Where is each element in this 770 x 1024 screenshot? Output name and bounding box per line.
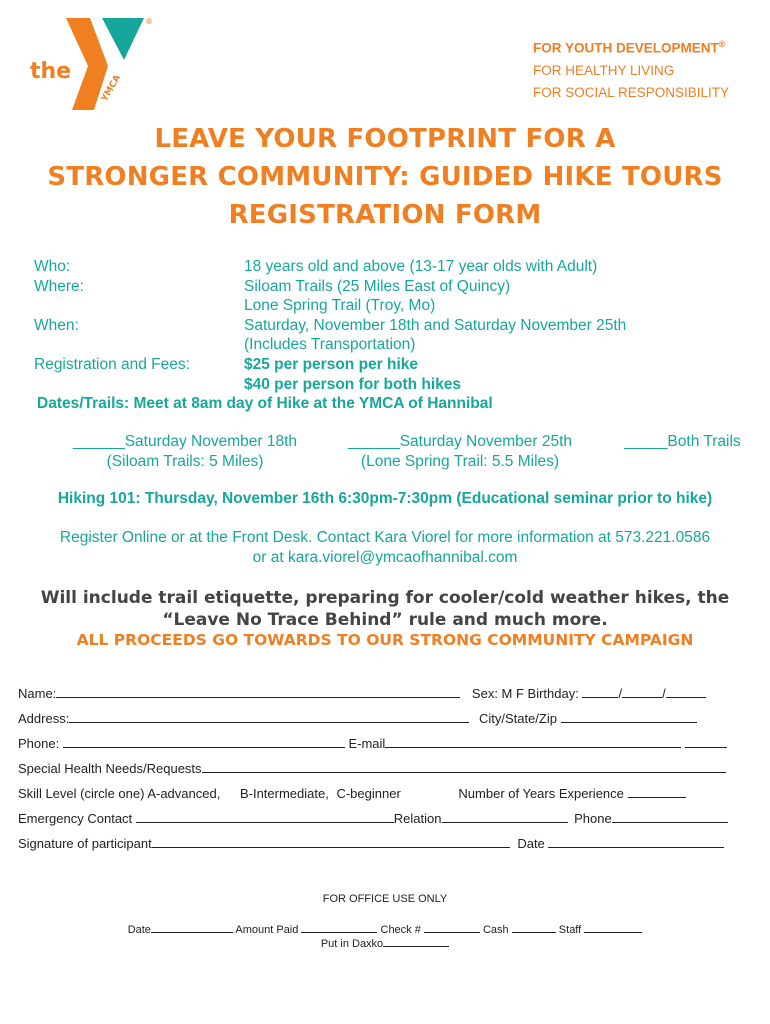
fees-value-1: $25 per person per hike <box>244 355 419 373</box>
fees-value-2: $40 per person for both hikes <box>244 375 462 393</box>
birthday-month-field[interactable] <box>582 685 618 698</box>
skill-c[interactable]: C-beginner <box>336 786 401 801</box>
birthday-day-field[interactable] <box>622 685 662 698</box>
option-nov-18-line-2: (Siloam Trails: 5 Miles) <box>106 452 264 470</box>
who-value: 18 years old and above (13-17 year olds with Adult) <box>244 258 598 275</box>
office-check-field[interactable] <box>424 922 480 933</box>
office-amount-label: Amount Paid <box>235 924 299 936</box>
daxko-row <box>0 936 770 950</box>
office-cash-field[interactable] <box>512 922 556 933</box>
option-nov-25 <box>330 432 590 471</box>
tagline-line-2: FOR HEALTHY LIVING <box>532 62 675 78</box>
when-label: When: <box>34 316 79 334</box>
name-field[interactable] <box>56 685 460 698</box>
title-line-3: REGISTRATION FORM <box>228 200 542 230</box>
when-value-1: Saturday, November 18th and Saturday November 25th <box>244 316 627 334</box>
email-label: E-mail <box>348 736 386 751</box>
email-field-extra[interactable] <box>685 735 727 748</box>
register-info <box>0 528 770 567</box>
date-field[interactable] <box>548 835 724 848</box>
proceeds-note: ALL PROCEEDS GO TOWARDS TO OUR STRONG COMMUNITY CAMPAIGN <box>76 631 694 649</box>
where-label: Where: <box>34 277 84 295</box>
when-value-2: (Includes Transportation) <box>244 336 416 354</box>
office-amount-field[interactable] <box>301 922 377 933</box>
birthday-slash-2: / <box>662 686 666 701</box>
city-field[interactable] <box>561 710 697 723</box>
health-label: Special Health Needs/Requests <box>18 761 202 776</box>
address-label: Address: <box>18 711 70 726</box>
email-field[interactable] <box>385 735 681 748</box>
address-field[interactable] <box>69 710 469 723</box>
sex-birthday-label: Sex: M F Birthday: <box>471 686 579 701</box>
option-both-line-1: _____Both Trails <box>624 433 741 450</box>
signature-label: Signature of participant <box>18 836 152 851</box>
hiking-101: Hiking 101: Thursday, November 16th 6:30pm-7:30pm (Educational seminar prior to hike) <box>57 490 713 507</box>
years-field[interactable] <box>628 785 686 798</box>
tagline-line-3: FOR SOCIAL RESPONSIBILITY <box>532 84 729 100</box>
ymca-y-icon <box>28 14 158 114</box>
ymca-logo <box>28 14 158 114</box>
date-label: Date <box>517 836 545 851</box>
relation-label: Relation <box>393 811 442 826</box>
register-line-1: Register Online or at the Front Desk. Contact Kara Viorel for more information at 573.221.0586 <box>59 529 711 546</box>
name-label: Name: <box>18 686 57 701</box>
city-label: City/State/Zip <box>478 711 557 726</box>
will-include-line-1: Will include trail etiquette, preparing for cooler/cold weather hikes, the <box>40 588 730 608</box>
skill-row <box>18 785 686 801</box>
daxko-label: Put in Daxko <box>320 938 384 950</box>
tagline-mark: ® <box>718 39 726 49</box>
relation-field[interactable] <box>442 810 568 823</box>
svg-text:YMCA: YMCA <box>99 73 124 104</box>
option-nov-18 <box>60 432 310 471</box>
emergency-label: Emergency Contact <box>18 811 133 826</box>
will-include <box>0 587 770 631</box>
fees-label: Registration and Fees: <box>34 355 190 373</box>
skill-b[interactable]: B-Intermediate, <box>239 786 329 801</box>
phone-row <box>18 735 727 751</box>
years-label: Number of Years Experience <box>458 786 624 801</box>
birthday-year-field[interactable] <box>666 685 706 698</box>
office-staff-label: Staff <box>558 924 582 936</box>
office-row <box>0 922 770 936</box>
office-date-field[interactable] <box>151 922 233 933</box>
option-both <box>615 432 750 452</box>
signature-row <box>18 835 724 851</box>
event-info <box>34 257 734 414</box>
where-value-1: Siloam Trails (25 Miles East of Quincy) <box>244 277 511 295</box>
where-value-2: Lone Spring Trail (Troy, Mo) <box>244 297 436 315</box>
tagline <box>533 33 729 104</box>
office-cash-label: Cash <box>482 924 509 936</box>
will-include-line-2: “Leave No Trace Behind” rule and much more. <box>162 610 608 630</box>
title-line-1: LEAVE YOUR FOOTPRINT FOR A <box>154 124 616 154</box>
office-staff-field[interactable] <box>584 922 642 933</box>
office-check-label: Check # <box>380 924 421 936</box>
phone-label: Phone: <box>18 736 60 751</box>
title-line-2: STRONGER COMMUNITY: GUIDED HIKE TOURS <box>47 162 723 192</box>
tagline-line-1: FOR YOUTH DEVELOPMENT <box>532 40 719 56</box>
emergency-row <box>18 810 728 826</box>
health-field[interactable] <box>202 760 726 773</box>
dates-trails: Dates/Trails: Meet at 8am day of Hike at the YMCA of Hannibal <box>37 395 493 413</box>
phone-field[interactable] <box>63 735 345 748</box>
who-label: Who: <box>34 258 71 275</box>
page-title <box>0 120 770 234</box>
svg-text:the: the <box>30 59 72 84</box>
phone2-label: Phone <box>574 811 612 826</box>
option-nov-25-line-2: (Lone Spring Trail: 5.5 Miles) <box>360 452 560 470</box>
skill-label: Skill Level (circle one) A-advanced, <box>18 786 221 801</box>
phone2-field[interactable] <box>612 810 728 823</box>
option-nov-18-line-1: ______Saturday November 18th <box>72 433 298 450</box>
signature-field[interactable] <box>152 835 510 848</box>
office-date-label: Date <box>127 924 151 936</box>
register-line-2: or at kara.viorel@ymcaofhannibal.com <box>252 548 518 566</box>
office-heading: FOR OFFICE USE ONLY <box>322 893 448 905</box>
name-row <box>18 685 706 701</box>
svg-text:®: ® <box>145 17 153 26</box>
birthday-slash-1: / <box>618 686 623 701</box>
daxko-field[interactable] <box>383 936 449 947</box>
address-row <box>18 710 697 726</box>
health-row <box>18 760 726 776</box>
emergency-field[interactable] <box>136 810 394 823</box>
option-nov-25-line-1: ______Saturday November 25th <box>347 433 573 450</box>
